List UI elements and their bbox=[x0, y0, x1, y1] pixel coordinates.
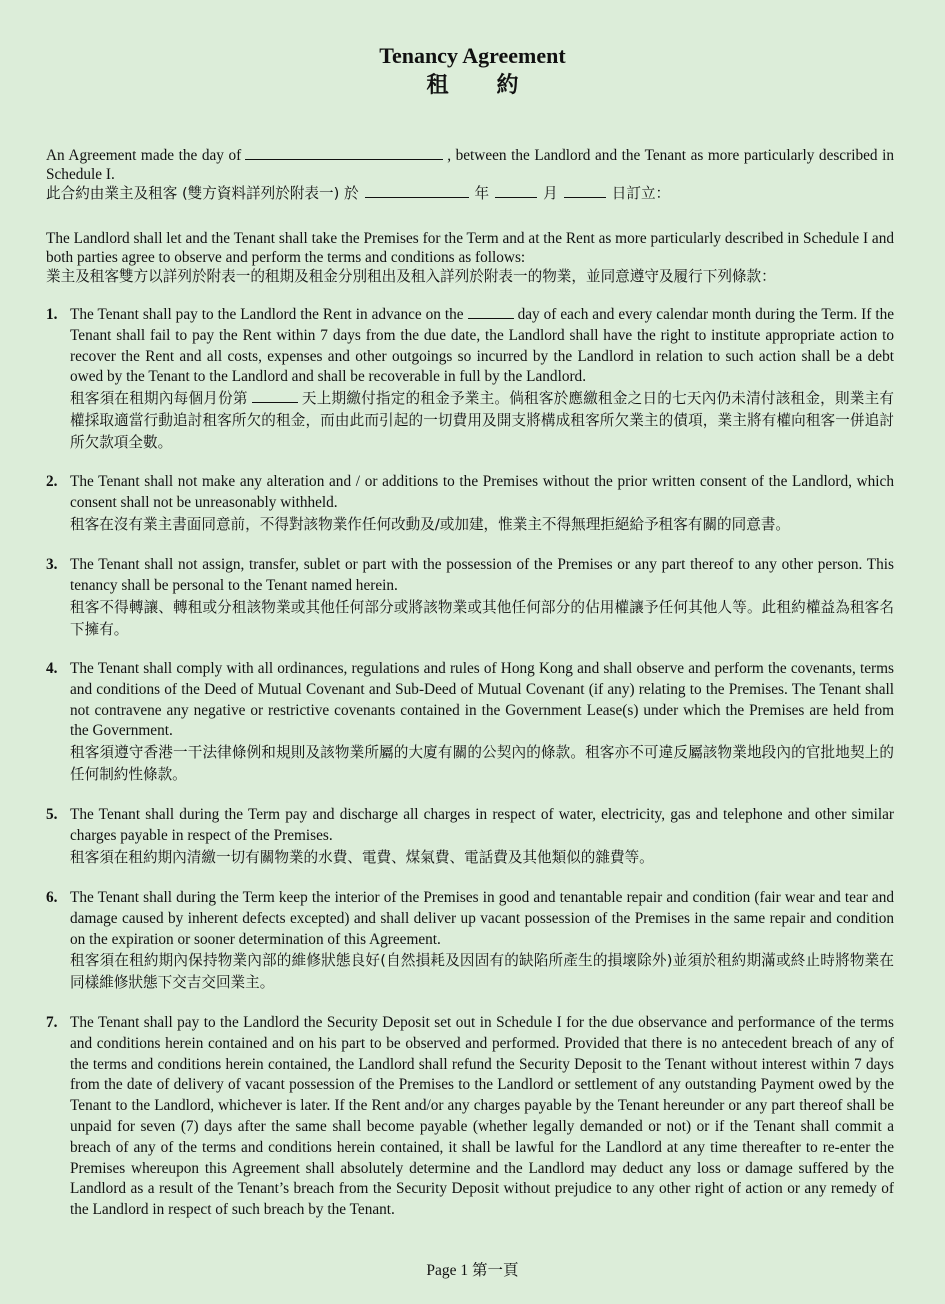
title-english: Tenancy Agreement bbox=[379, 43, 566, 68]
day-label: 日訂立： bbox=[611, 185, 671, 202]
day-blank[interactable] bbox=[564, 185, 606, 198]
clause-4-en: The Tenant shall comply with all ordinances, regulations and rules of Hong Kong and shall observe and perform the covenants, terms and conditions of the Deed of Mutual Covenant and Sub-Deed of Mutual Covenant (if any) relating to the Premises. The Tenant shall not contravene any negative or restrictive covenants contained in the Government Lease(s) under which the Premises are held from the Government. bbox=[70, 660, 894, 740]
clause-3-zh: 租客不得轉讓、轉租或分租該物業或其他任何部分或將該物業或其他任何部分的佔用權讓予任何其他人等。此租約權益為租客名下擁有。 bbox=[70, 598, 894, 638]
year-blank[interactable] bbox=[365, 185, 469, 198]
page-footer: Page 1 第一頁 bbox=[426, 1262, 519, 1279]
clause-number: 4. bbox=[46, 660, 58, 677]
intro-agreement-zh bbox=[46, 184, 894, 204]
clause-3-en: The Tenant shall not assign, transfer, sublet or part with the possession of the Premises or any part thereof to any other person. This tenancy shall be personal to the Tenant named herein. bbox=[70, 556, 894, 594]
intro-en-part-a: An Agreement made the day of bbox=[46, 147, 242, 164]
clause-number: 1. bbox=[46, 306, 58, 323]
rent-day-blank[interactable] bbox=[468, 306, 514, 319]
clause-1-zh-a: 租客須在租期內每個月份第 bbox=[70, 390, 248, 408]
month-label: 月 bbox=[543, 185, 558, 202]
month-blank[interactable] bbox=[495, 185, 537, 198]
clause-6 bbox=[46, 888, 894, 994]
intro-zh-part-a: 此合約由業主及租客 (雙方資料詳列於附表一) 於 bbox=[46, 185, 359, 202]
intro-agreement-en bbox=[46, 147, 894, 184]
clause-4 bbox=[46, 659, 894, 786]
clause-number: 7. bbox=[46, 1014, 58, 1031]
clause-1-en bbox=[70, 305, 894, 388]
clause-6-zh: 租客須在租約期內保持物業內部的維修狀態良好(自然損耗及因固有的缺陷所產生的損壞除外)並須於租約期滿或終止時將物業在同樣維修狀態下交吉交回業主。 bbox=[70, 952, 894, 992]
intro-agreement bbox=[46, 147, 894, 204]
clause-1 bbox=[46, 305, 894, 454]
clause-2-zh: 租客在沒有業主書面同意前，不得對該物業作任何改動及/或加建，惟業主不得無理拒絕給予租客有關的同意書。 bbox=[70, 515, 791, 533]
clause-7-en: The Tenant shall pay to the Landlord the Security Deposit set out in Schedule I for the due observance and performance of the terms and conditions herein contained and on his part to be observed and performed. Provided that there is no antecedent breach of any of the terms and conditions herein contained, the Landlord shall refund the Security Deposit to the Tenant without interest within 7 days from the date of delivery of vacant possession of the Premises to the Landlord or settlement of any outstanding Payment owed by the Tenant to the Landlord, whichever is later. If the Rent and/or any charges payable by the Tenant hereunder or any part thereof shall be unpaid for seven (7) days after the same shall become payable (whether legally demanded or not) or if the Tenant shall commit a breach of any of the terms and conditions herein contained, it shall be lawful for the Landlord at any time thereafter to re-enter the Premises whereupon this Agreement shall absolutely determine and the Landlord may deduct any loss or damage suffered by the Landlord as a result of the Tenant’s breach from the Security Deposit without prejudice to any other right of action or any remedy of the Landlord in respect of such breach by the Tenant. bbox=[70, 1014, 894, 1219]
clause-number: 2. bbox=[46, 473, 58, 490]
clause-1-en-b: day of each and every calendar month during the Term. If the Tenant shall fail to pay the Rent within 7 days from the due date, the Landlord shall have the right to institute appropriate action to recover the Rent and all costs, expenses and other outgoings so incurred by the Landlord in relation to such action shall be a debt owed by the Tenant to the Landlord and shall be recoverable in full by the Landlord. bbox=[70, 306, 895, 386]
intro-terms bbox=[46, 230, 894, 287]
clause-number: 6. bbox=[46, 889, 58, 906]
title-block bbox=[0, 42, 945, 100]
clause-5 bbox=[46, 805, 894, 869]
intro-en-part-b: , between the Landlord and the Tenant as more particularly described in Schedule I. bbox=[46, 147, 894, 183]
intro-terms-en: The Landlord shall let and the Tenant shall take the Premises for the Term and at the Rent as more particularly described in Schedule I and both parties agree to observe and perform the terms and conditions as follows: bbox=[46, 230, 894, 266]
clause-number: 3. bbox=[46, 556, 58, 573]
clause-5-zh: 租客須在租約期內清繳一切有關物業的水費、電費、煤氣費、電話費及其他類似的雜費等。 bbox=[70, 848, 654, 866]
clause-6-en: The Tenant shall during the Term keep the interior of the Premises in good and tenantable repair and condition (fair wear and tear and damage caused by inherent defects excepted) and shall deliver up vacant possession of the Premises in the same repair and condition on the expiration or sooner determination of this Agreement. bbox=[70, 889, 894, 948]
clause-3 bbox=[46, 555, 894, 641]
clause-7 bbox=[46, 1013, 894, 1221]
year-label: 年 bbox=[474, 185, 490, 202]
date-blank[interactable] bbox=[245, 147, 443, 160]
intro-terms-zh: 業主及租客雙方以詳列於附表一的租期及租金分別租出及租入詳列於附表一的物業，並同意遵守及履行下列條款： bbox=[46, 268, 776, 285]
clause-2-en: The Tenant shall not make any alteration and / or additions to the Premises without the prior written consent of the Landlord, which consent shall not be unreasonably withheld. bbox=[70, 473, 894, 511]
clause-1-en-a: The Tenant shall pay to the Landlord the Rent in advance on the bbox=[70, 306, 464, 323]
clause-1-zh bbox=[70, 388, 894, 454]
clause-2 bbox=[46, 472, 894, 536]
clause-1-zh-b: 天上期繳付指定的租金予業主。倘租客於應繳租金之日的七天內仍未清付該租金，則業主有權採取適當行動追討租客所欠的租金，而由此而引起的一切費用及開支將構成租客所欠業主的債項，業主將有權向租客一併追討所欠款項全數。 bbox=[70, 390, 894, 452]
clause-4-zh: 租客須遵守香港一干法律條例和規則及該物業所屬的大廈有關的公契內的條款。租客亦不可違反屬該物業地段內的官批地契上的任何制約性條款。 bbox=[70, 744, 894, 784]
clause-number: 5. bbox=[46, 806, 58, 823]
title-chinese: 租約 bbox=[426, 72, 567, 97]
rent-day-blank-zh[interactable] bbox=[252, 390, 298, 403]
clause-5-en: The Tenant shall during the Term pay and discharge all charges in respect of water, electricity, gas and telephone and other similar charges payable in respect of the Premises. bbox=[70, 806, 894, 844]
